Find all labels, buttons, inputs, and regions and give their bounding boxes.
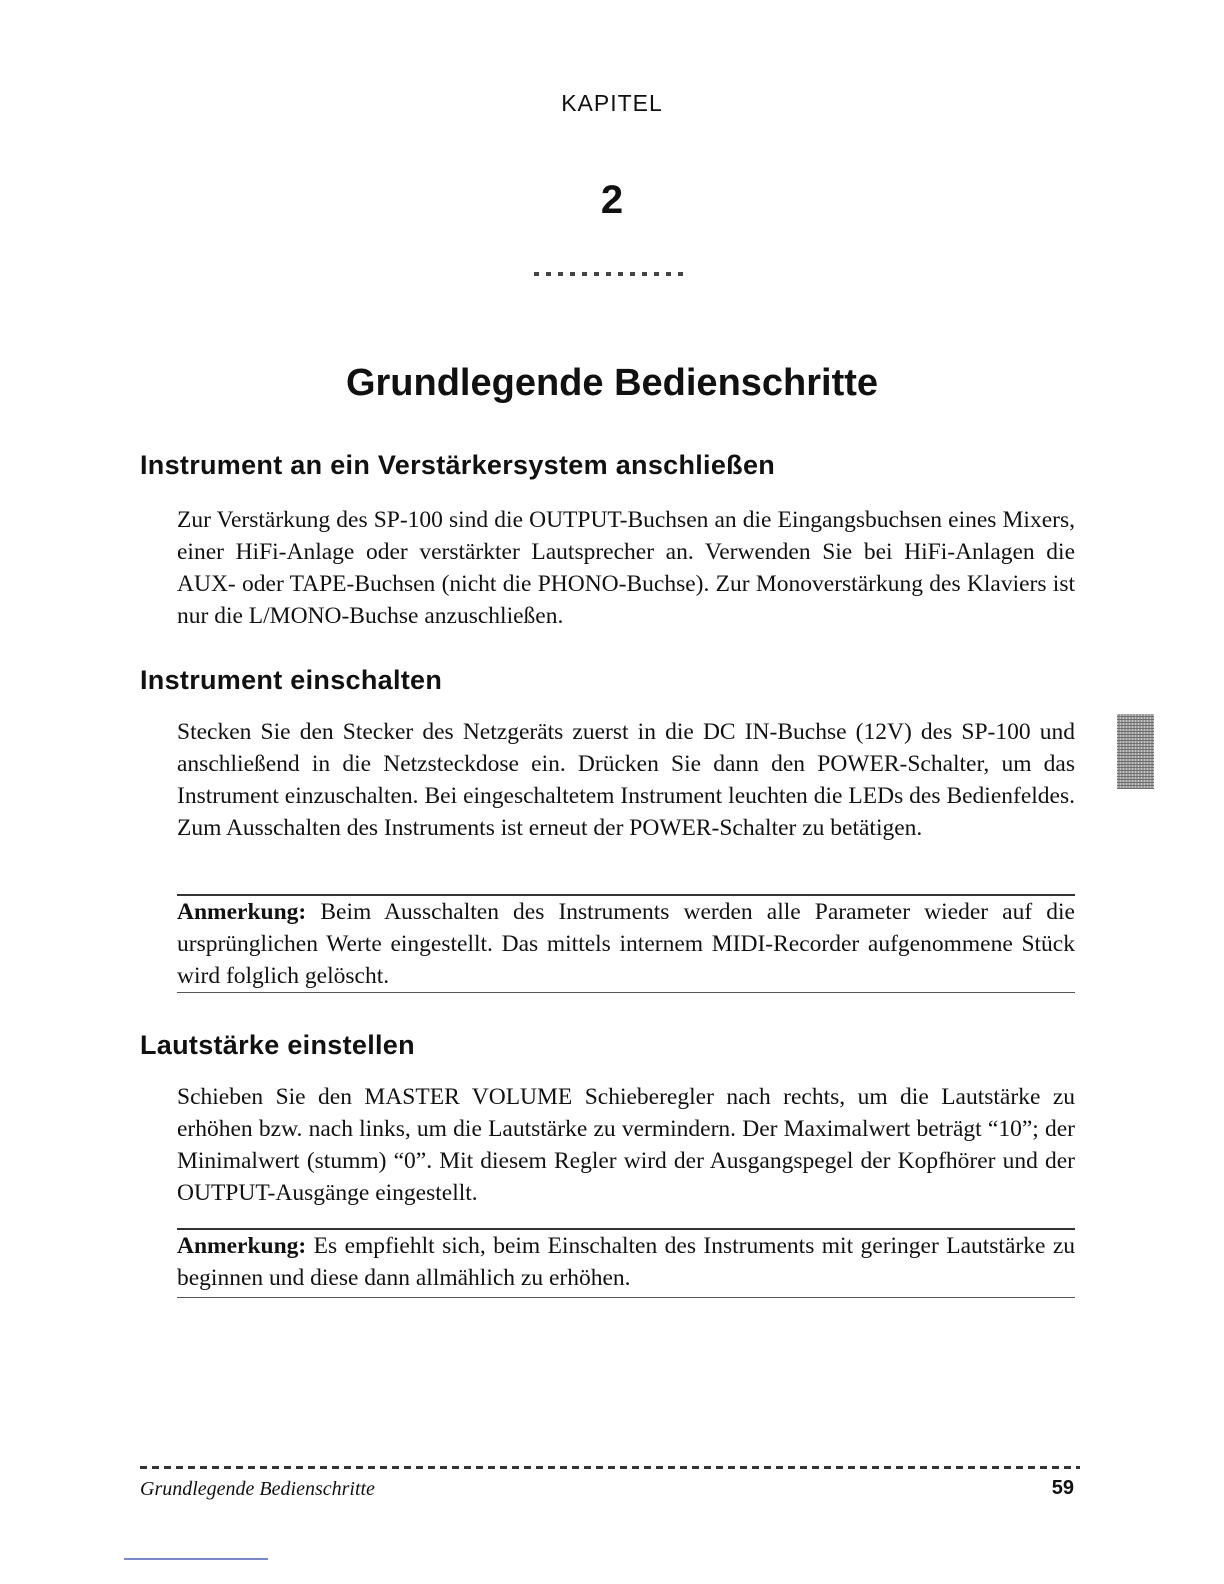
section-body-amplifier: Zur Verstärkung des SP-100 sind die OUTPUT-Buchsen an die Eingangsbuchsen eines Mixers, einer HiFi-Anlage oder verstärkter Lautsprecher an. Verwenden Sie bei HiFi-Anlagen die AUX- oder TAPE-Buchsen (nicht die PHONO-Buchse). Zur Monoverstärkung des Klaviers ist nur die L/MONO-Buchse anzuschließen.	[177, 507, 1075, 629]
section-body-volume: Schieben Sie den MASTER VOLUME Schieberegler nach rechts, um die Lautstärke zu erhöhen bzw. nach links, um die Lautstärke zu vermindern. Der Maximalwert beträgt “10”; der Minimalwert (stumm) “0”. Mit diesem Regler wird der Ausgangspegel der Kopfhörer und der OUTPUT-Ausgänge eingestellt.	[177, 1084, 1075, 1206]
chapter-thumb-tab	[1117, 714, 1154, 789]
chapter-title: Grundlegende Bedienschritte	[345, 362, 879, 404]
section-heading-power-on: Instrument einschalten	[140, 665, 443, 695]
note-rule-bottom	[177, 992, 1075, 993]
note-text: Es empfiehlt sich, beim Einschalten des Instruments mit geringer Lautstärke zu beginnen und diese dann allmählich zu erhöhen.	[177, 1233, 1075, 1291]
section-body-power-on: Stecken Sie den Stecker des Netzgeräts zuerst in die DC IN-Buchse (12V) des SP-100 und anschließend in die Netzsteckdose ein. Drücken Sie dann den POWER-Schalter, um das Instrument einzuschalten. Bei eingeschaltetem Instrument leuchten die LEDs des Bedienfeldes. Zum Ausschalten des Instruments ist erneut der POWER-Schalter zu betätigen.	[177, 719, 1075, 841]
note-rule-bottom	[177, 1297, 1075, 1298]
note-label: Anmerkung:	[177, 1233, 307, 1259]
note-text: Beim Ausschalten des Instruments werden alle Parameter wieder auf die ursprünglichen Werte eingestellt. Das mittels internem MIDI-Recorder aufgenommene Stück wird folglich gelöscht.	[177, 899, 1075, 989]
note-volume	[177, 1230, 1075, 1294]
bottom-mark	[124, 1558, 268, 1560]
footer-title: Grundlegende Bedienschritte	[140, 1478, 375, 1500]
section-heading-volume: Lautstärke einstellen	[140, 1030, 415, 1060]
chapter-ornament	[534, 272, 684, 276]
footer-rule	[140, 1466, 1080, 1469]
note-label: Anmerkung:	[177, 899, 307, 925]
page-number: 59	[1051, 1477, 1074, 1499]
chapter-label: KAPITEL	[561, 90, 663, 116]
note-power-on	[177, 896, 1075, 992]
section-heading-amplifier: Instrument an ein Verstärkersystem anschließen	[140, 450, 776, 480]
chapter-number: 2	[600, 178, 624, 222]
